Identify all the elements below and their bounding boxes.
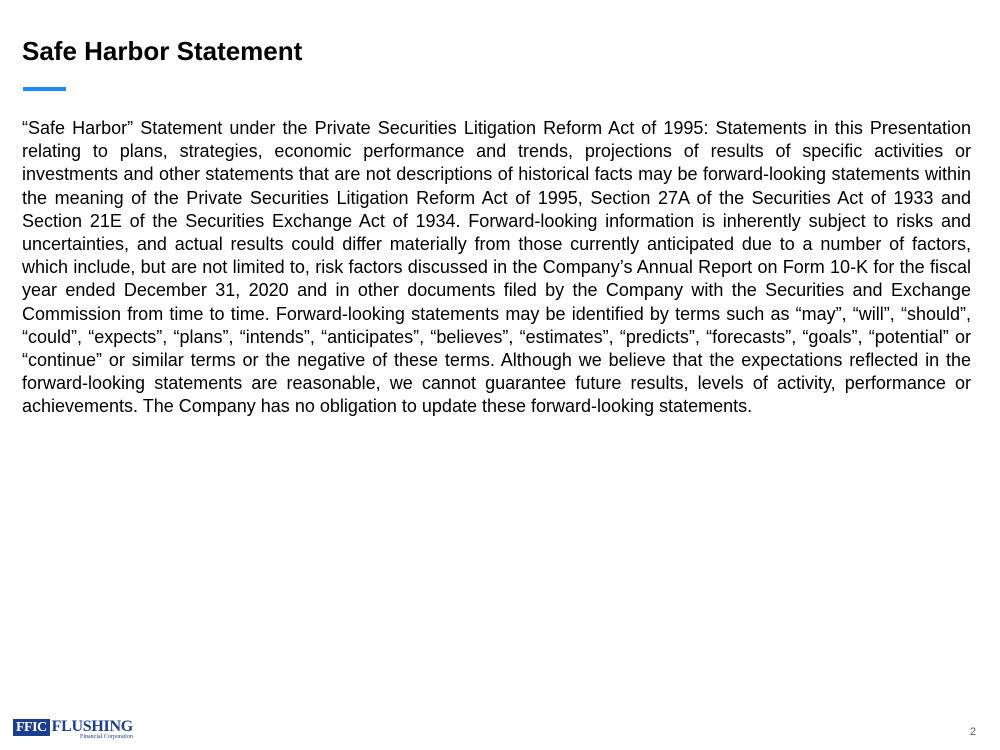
- safe-harbor-body-text: “Safe Harbor” Statement under the Private Securities Litigation Reform Act of 1995: Statements in this Presentation relating to plans, strategies, economic performance and trends, projections of results of specific activities or investments and other statements that are not descriptions of historical facts may be forward-looking statements within the meaning of the Private Securities Litigation Reform Act of 1995, Section 27A of the Securities Act of 1933 and Section 21E of the Securities Exchange Act of 1934. Forward-looking information is inherently subject to risks and uncertainties, and actual results could differ materially from those currently anticipated due to a number of factors, which include, but are not limited to, risk factors discussed in the Company’s Annual Report on Form 10-K for the fiscal year ended December 31, 2020 and in other documents filed by the Company with the Securities and Exchange Commission from time to time. Forward-looking statements may be identified by terms such as “may”, “will”, “should”, “could”, “expects”, “plans”, “intends”, “anticipates”, “believes”, “estimates”, “predicts”, “forecasts”, “goals”, “potential” or “continue” or similar terms or the negative of these terms. Although we believe that the expectations reflected in the forward-looking statements are reasonable, we cannot guarantee future results, levels of activity, performance or achievements. The Company has no obligation to update these forward-looking statements.: [22, 118, 971, 417]
- page-number: 2: [969, 726, 976, 738]
- title-accent-bar: [23, 87, 66, 91]
- logo-name: FLUSHING: [51, 718, 133, 735]
- logo-subtitle: Financial Corporation: [80, 734, 133, 740]
- slide-title: Safe Harbor Statement: [22, 36, 303, 66]
- logo-wordmark: [52, 719, 133, 741]
- company-logo: [13, 719, 133, 741]
- logo-mark: FFIC: [13, 719, 50, 736]
